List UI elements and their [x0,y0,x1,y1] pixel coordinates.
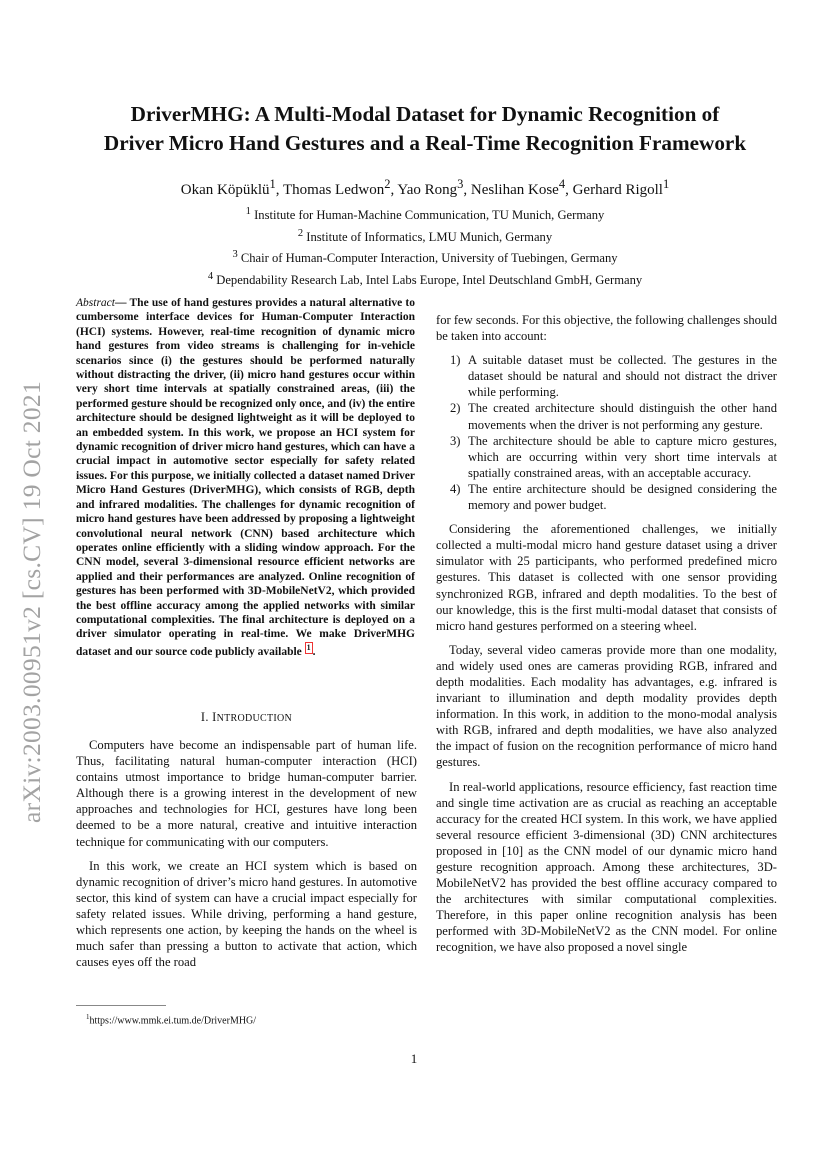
list-item: 4) The entire architecture should be designed considering the memory and power budget. [450,481,777,513]
author-list: Okan Köpüklü$^1$, Thomas Ledwon$^2$, Yao Rong$^3$, Neslihan Kose$^4$, Gerhard Rigoll$^1$ [180,177,670,198]
affiliations [40,203,810,289]
author: Thomas Ledwon$^2$ [282,177,391,198]
footnote-rule [76,1005,166,1006]
footnote-link[interactable]: 1 [306,642,311,652]
page-number: 1 [410,1051,418,1066]
affiliation: $^1$ Institute for Human-Machine Communication, TU Munich, Germany [245,206,605,223]
affiliation: $^2$ Institute of Informatics, LMU Munich, Germany [297,227,553,244]
introduction-left-column [76,737,417,970]
title-line-1: DriverMHG: A Multi-Modal Dataset for Dynamic Recognition of [130,102,720,126]
paragraph: Considering the aforementioned challenges, we initially collected a multi-modal micro hand gesture dataset using a driver simulator with 25 participants, who performed predefined micro gestures. This dataset is collected with one sensor providing synchronized RGB, infrared and depth modalities. To the best of our knowledge, this is the first multi-modal dataset that consists of micro hand gestures performed on a steering wheel. [436,522,777,633]
paragraph: In real-world applications, resource efficiency, fast reaction time and single time activation are as crucial as reaching an acceptable accuracy for the created HCI system. In this work, we have applied several resource efficient 3-dimensional (3D) CNN architectures proposed in [10] as the CNN model of our dynamic micro hand gesture recognition approach. Among these architectures, 3D-MobileNetV2 has provided the best offline accuracy compared to the architectures with similar computational complexities. Therefore, in this paper online recognition analysis has been performed with 3D-MobileNetV2 as the CNN model. For online recognition, we have also proposed a novel single [436,779,777,955]
author: Neslihan Kose$^4$ [470,177,566,198]
arxiv-id-text: arXiv:2003.00951v2 [cs.CV] 19 Oct 2021 [17,380,46,823]
author: Okan Köpüklü$^1$ [180,177,276,198]
affiliation: $^4$ Dependability Research Lab, Intel Labs Europe, Intel Deutschland GmbH, Germany [207,270,643,287]
footnote: $^1$https://www.mmk.ei.tum.de/DriverMHG/ [86,1013,257,1027]
right-column [436,312,777,956]
title-line-2: Driver Micro Hand Gestures and a Real-Time Recognition Framework [103,131,747,155]
abstract: Abstract— The use of hand gestures provides a natural alternative to cumbersome interface devices for Human-Computer Interaction (HCI) systems. However, real-time recognition of dynamic micro hand gestures from video streams is challenging for in-vehicle scenarios since (i) the gestures should be performed naturally without distracting the driver, (ii) micro hand gestures occur within very short time intervals at spatially constrained areas, (iii) the performed gesture should be recognized only once, and (iv) the entire architecture should be designed lightweight as it will be deployed to an embedded system. In this work, we propose an HCI system for dynamic recognition of driver micro hand gestures, which can have a crucial impact in automotive sector especially for safety related issues. For this purpose, we initially collected a dataset named Driver Micro Hand Gestures (DriverMHG), which consists of RGB, depth and infrared modalities. The challenges for dynamic recognition of micro hand gestures have been addressed by proposing a lightweight convolutional neural network (CNN) based architecture which operates online efficiently with a sliding window approach. For the CNN model, several 3-dimensional resource efficient networks are applied and their performances are analyzed. Online recognition of gestures has been performed with 3D-MobileNetV2, which provided the best offline accuracy among the applied networks with similar computational complexities. The final architecture is deployed on a driver simulator operating in real-time. We make DriverMHG dataset and our source code publicly available 1 . [76,297,415,658]
abstract-label: Abstract [76,297,115,309]
paragraph: In this work, we create an HCI system which is based on dynamic recognition of driver’s micro hand gestures. In automotive sector, this kind of system can have a crucial impact especially for safety related issues. While driving, performing a hand gesture, which represents one action, by keeping the hands on the wheel is much safer than pressing a button to activate that action, which causes eyes off the road [76,858,417,970]
challenges-list [436,352,777,513]
abstract-text: — The use of hand gestures provides a natural alternative to cumbersome interface devices for Human-Computer Interaction (HCI) systems. However, real-time recognition of dynamic micro hand gestures from video streams is challenging for in-vehicle scenarios since (i) the gestures should be performed naturally without distracting the driver, (ii) micro hand gestures occur within very short time intervals at spatially constrained areas, (iii) the performed gesture should be recognized only once, and (iv) the entire architecture should be designed lightweight as it will be deployed to an embedded system. In this work, we propose an HCI system for dynamic recognition of driver micro hand gestures, which can have a crucial impact in automotive sector especially for safety related issues. For this purpose, we initially collected a dataset named Driver Micro Hand Gestures (DriverMHG), which consists of RGB, depth and infrared modalities. The challenges for dynamic recognition of micro hand gestures have been addressed by proposing a lightweight convolutional neural network (CNN) based architecture which operates online efficiently with a sliding window approach. For the CNN model, several 3-dimensional resource efficient networks are applied and their performances are analyzed. Online recognition of gestures has been performed with 3D-MobileNetV2, which provided the best offline accuracy among the applied networks with similar computational complexities. The final architecture is deployed on a driver simulator operating in real-time. We make DriverMHG dataset and our source code publicly available [76,297,415,658]
list-item: 3) The architecture should be able to capture micro gestures, which are occurring within very short time intervals at spatially constrained areas, with an acceptable accuracy. [450,433,777,480]
arxiv-identifier-stamp [6,335,52,825]
paragraph: Computers have become an indispensable part of human life. Thus, facilitating natural human-computer interaction (HCI) contains utmost importance to bridge human-computer barrier. Although there is a growing interest in the development of new approaches and technologies for HCI, gestures have long been deemed to be a more natural, creative and intuitive interaction technique for communicating with our computers. [76,738,417,849]
footnote-url[interactable]: https://www.mmk.ei.tum.de/DriverMHG/ [89,1015,257,1027]
section-heading-introduction: I. INTRODUCTION [200,710,293,724]
list-item: 2) The created architecture should distinguish the other hand movements when the driver is not performing any gesture. [450,401,777,432]
author: Yao Rong$^3$ [397,177,464,198]
paragraph: Today, several video cameras provide more than one modality, and widely used ones are cameras providing RGB, infrared and depth modalities. Each modality has advantages, e.g. infrared is invariant to illumination and depth modality provides depth information. In this work, in addition to the mono-modal analysis with RGB, infrared and depth modalities, we have also analyzed the impact of fusion on the recognition performance of micro hand gestures. [436,642,777,770]
paragraph: for few seconds. For this objective, the following challenges should be taken into account: [436,313,778,344]
author: Gerhard Rigoll$^1$ [572,177,670,198]
paper-title [40,100,810,158]
list-item: 1) A suitable dataset must be collected. The gestures in the dataset should be natural and should not distract the driver while performing. [450,353,777,400]
affiliation: $^3$ Chair of Human-Computer Interaction, University of Tuebingen, Germany [232,249,618,266]
